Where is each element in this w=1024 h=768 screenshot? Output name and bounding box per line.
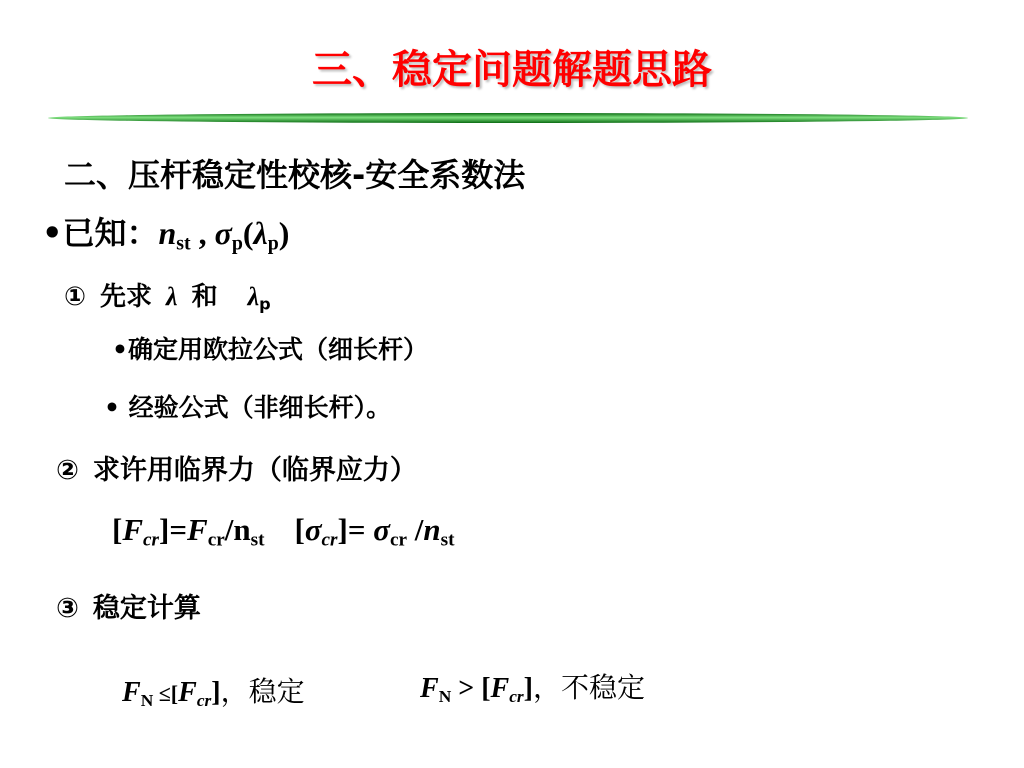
F-symbol: F	[490, 673, 510, 704]
equals: ]=	[337, 512, 374, 547]
F-symbol: F	[420, 673, 439, 704]
equals: ]=	[159, 512, 188, 547]
F-symbol: F	[178, 677, 197, 708]
cr-sub: cr	[196, 690, 212, 710]
unstable-text: ，不稳定	[533, 671, 646, 704]
sigma-symbol: σ	[304, 512, 322, 547]
step-3-marker: ③	[56, 593, 79, 624]
known-line	[42, 208, 289, 254]
lambda-symbol: λ	[253, 215, 268, 251]
N-sub: N	[438, 686, 452, 706]
section-heading: 二、压杆稳定性校核-安全系数法	[64, 156, 526, 194]
cr-sub: cr	[143, 529, 160, 551]
st-sub: st	[250, 529, 265, 551]
step-2-text: 求许用临界力（临界应力）	[92, 455, 417, 486]
slash: /	[407, 512, 424, 547]
sigma-sub: p	[231, 232, 243, 255]
st-sub: st	[440, 529, 455, 551]
step-1-marker: ①	[64, 282, 87, 312]
step-1-text-a: 先求	[100, 282, 153, 312]
sigma-symbol: σ	[214, 215, 232, 251]
cr-sub: cr	[321, 529, 338, 551]
N-sub: N	[140, 690, 154, 710]
bracket: [	[112, 512, 123, 547]
cr-sub: cr	[509, 686, 524, 706]
over-n: /n	[224, 512, 251, 547]
bracket-close: ]	[211, 677, 221, 708]
step-1-text-b: 和	[191, 282, 218, 312]
step-1	[64, 276, 271, 313]
n-symbol: n	[423, 512, 441, 547]
step-3-text: 稳定计算	[92, 593, 201, 624]
allowable-formula	[112, 512, 455, 551]
lambda-p-sub: p	[259, 294, 271, 314]
n-symbol: n	[158, 215, 177, 251]
F-symbol: F	[122, 677, 141, 708]
stable-text: ，稳定	[220, 675, 305, 708]
cr-sub: cr	[207, 529, 225, 551]
bullet-euler: •确定用欧拉公式（细长杆）	[112, 335, 428, 364]
paren-close: )	[278, 215, 290, 251]
sigma-symbol: σ	[373, 512, 390, 547]
step-2	[56, 448, 417, 487]
bracket: [	[294, 512, 305, 547]
cr-sub: cr	[390, 529, 408, 551]
gt-op: > [	[451, 673, 491, 704]
lambda-p-symbol: λ	[247, 282, 260, 311]
F-symbol: F	[187, 512, 208, 547]
bracket-close: ]	[523, 673, 533, 704]
title-divider	[48, 112, 968, 124]
lambda-symbol: λ	[166, 282, 178, 311]
lambda-sub: p	[267, 232, 279, 255]
F-symbol: F	[122, 512, 144, 547]
leq-op: ≤[	[153, 681, 179, 706]
step-2-marker: ②	[56, 455, 79, 486]
slide-title: 三、稳定问题解题思路	[312, 47, 712, 93]
stable-condition	[122, 670, 305, 710]
known-label: •已知：	[42, 214, 159, 252]
paren-open: (	[242, 215, 254, 251]
separator: ,	[190, 215, 215, 251]
bullet-empirical: • 经验公式（非细长杆）。	[104, 393, 392, 422]
n-sub: st	[176, 232, 191, 255]
unstable-condition	[420, 666, 645, 706]
step-3	[56, 586, 201, 625]
divider-ellipse	[48, 113, 968, 123]
